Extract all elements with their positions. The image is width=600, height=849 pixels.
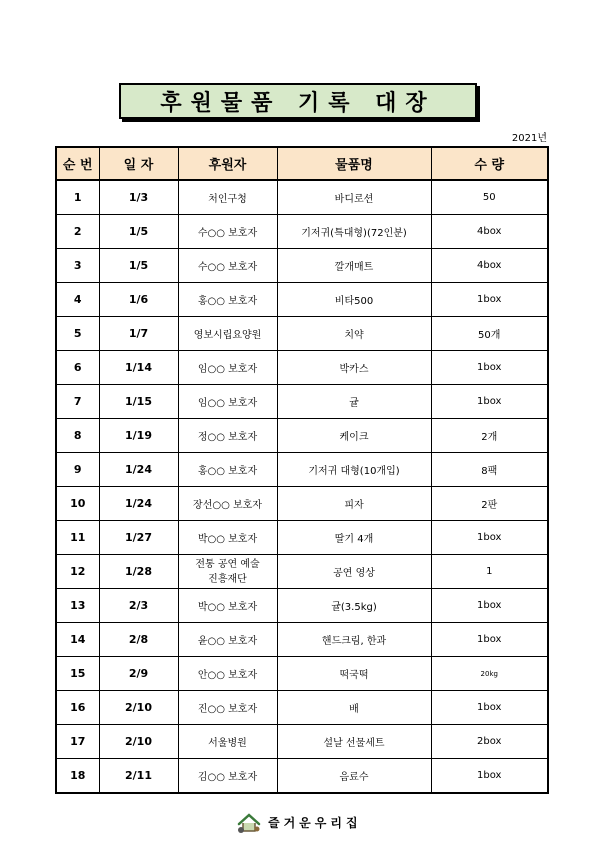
row-date: 1/15 (99, 385, 178, 419)
row-item: 핸드크림, 한과 (277, 623, 431, 657)
table-row (56, 691, 548, 725)
table-row (56, 180, 548, 215)
row-donor: 서울병원 (178, 725, 277, 759)
page-title: 후원물품 기록 대장 (119, 83, 477, 119)
row-item: 박카스 (277, 351, 431, 385)
table-row (56, 215, 548, 249)
row-item: 설날 선물세트 (277, 725, 431, 759)
row-item: 비타500 (277, 283, 431, 317)
row-no: 17 (56, 725, 99, 759)
row-item: 딸기 4개 (277, 521, 431, 555)
table-row (56, 283, 548, 317)
table-row (56, 589, 548, 623)
row-item: 기저귀 대형(10개입) (277, 453, 431, 487)
row-item: 케이크 (277, 419, 431, 453)
row-qty: 1box (431, 759, 548, 794)
footer-name: 즐거운우리집 (268, 815, 362, 830)
table-row (56, 521, 548, 555)
year-label: 2021년 (511, 133, 547, 144)
row-item: 깔개매트 (277, 249, 431, 283)
row-date: 2/11 (99, 759, 178, 794)
row-no: 9 (56, 453, 99, 487)
row-date: 1/5 (99, 249, 178, 283)
row-donor: 임○○ 보호자 (178, 385, 277, 419)
row-no: 13 (56, 589, 99, 623)
row-donor: 정○○ 보호자 (178, 419, 277, 453)
table-header-row (56, 147, 548, 180)
row-donor (178, 555, 277, 589)
row-no: 15 (56, 657, 99, 691)
row-qty: 1box (431, 385, 548, 419)
row-donor: 안○○ 보호자 (178, 657, 277, 691)
table-row (56, 419, 548, 453)
row-no: 16 (56, 691, 99, 725)
row-date: 2/10 (99, 725, 178, 759)
row-qty: 4box (431, 215, 548, 249)
row-donor-line2: 진흥재단 (208, 573, 247, 585)
row-date: 1/28 (99, 555, 178, 589)
row-date: 1/5 (99, 215, 178, 249)
row-item: 음료수 (277, 759, 431, 794)
row-date: 1/27 (99, 521, 178, 555)
row-date: 1/3 (99, 180, 178, 215)
table-row (56, 725, 548, 759)
row-donor: 김○○ 보호자 (178, 759, 277, 794)
row-qty: 1box (431, 351, 548, 385)
row-no: 6 (56, 351, 99, 385)
table-row (56, 759, 548, 794)
row-donor: 수○○ 보호자 (178, 249, 277, 283)
row-donor: 임○○ 보호자 (178, 351, 277, 385)
row-no: 7 (56, 385, 99, 419)
row-qty: 50 (431, 180, 548, 215)
row-date: 1/19 (99, 419, 178, 453)
row-donor: 박○○ 보호자 (178, 589, 277, 623)
row-no: 8 (56, 419, 99, 453)
row-item: 떡국떡 (277, 657, 431, 691)
house-logo-icon (236, 810, 262, 834)
row-item: 배 (277, 691, 431, 725)
row-item: 치약 (277, 317, 431, 351)
row-no: 18 (56, 759, 99, 794)
table-row (56, 351, 548, 385)
row-item: 기저귀(특대형)(72인분) (277, 215, 431, 249)
row-qty: 1box (431, 589, 548, 623)
row-no: 14 (56, 623, 99, 657)
row-donor: 수○○ 보호자 (178, 215, 277, 249)
row-item: 귤 (277, 385, 431, 419)
row-date: 1/6 (99, 283, 178, 317)
row-item: 피자 (277, 487, 431, 521)
row-date: 1/7 (99, 317, 178, 351)
row-qty: 4box (431, 249, 548, 283)
header-qty: 수 량 (431, 147, 548, 180)
donation-ledger-table (55, 146, 549, 794)
row-no: 4 (56, 283, 99, 317)
header-date: 일 자 (99, 147, 178, 180)
header-no: 순 번 (56, 147, 99, 180)
row-qty: 1box (431, 283, 548, 317)
row-item: 귤(3.5kg) (277, 589, 431, 623)
row-date: 2/9 (99, 657, 178, 691)
table-row (56, 487, 548, 521)
header-donor: 후원자 (178, 147, 277, 180)
row-donor: 장선○○ 보호자 (178, 487, 277, 521)
row-date: 2/8 (99, 623, 178, 657)
row-date: 2/3 (99, 589, 178, 623)
row-donor: 윤○○ 보호자 (178, 623, 277, 657)
row-donor: 진○○ 보호자 (178, 691, 277, 725)
row-qty: 8팩 (431, 453, 548, 487)
row-donor-line1: 전통 공연 예술 (195, 558, 260, 570)
row-date: 1/24 (99, 453, 178, 487)
row-no: 11 (56, 521, 99, 555)
table-row (56, 657, 548, 691)
row-donor: 홍○○ 보호자 (178, 453, 277, 487)
row-date: 1/14 (99, 351, 178, 385)
table-row (56, 249, 548, 283)
row-no: 5 (56, 317, 99, 351)
row-donor: 박○○ 보호자 (178, 521, 277, 555)
row-no: 10 (56, 487, 99, 521)
row-donor: 처인구청 (178, 180, 277, 215)
row-qty: 2개 (431, 419, 548, 453)
row-date: 1/24 (99, 487, 178, 521)
row-donor: 홍○○ 보호자 (178, 283, 277, 317)
table-row (56, 453, 548, 487)
row-no: 12 (56, 555, 99, 589)
table-row (56, 623, 548, 657)
row-no: 2 (56, 215, 99, 249)
header-item: 물품명 (277, 147, 431, 180)
row-qty: 2판 (431, 487, 548, 521)
row-no: 1 (56, 180, 99, 215)
table-row (56, 385, 548, 419)
row-qty: 1box (431, 623, 548, 657)
row-qty: 1 (431, 555, 548, 589)
row-item: 공연 영상 (277, 555, 431, 589)
row-qty: 50개 (431, 317, 548, 351)
table-row (56, 555, 548, 589)
row-no: 3 (56, 249, 99, 283)
row-donor: 영보시립요양원 (178, 317, 277, 351)
row-item: 바디로션 (277, 180, 431, 215)
row-qty: 20kg (431, 657, 548, 691)
row-qty: 1box (431, 691, 548, 725)
row-date: 2/10 (99, 691, 178, 725)
row-qty: 2box (431, 725, 548, 759)
footer (236, 808, 362, 836)
table-row (56, 317, 548, 351)
row-qty: 1box (431, 521, 548, 555)
